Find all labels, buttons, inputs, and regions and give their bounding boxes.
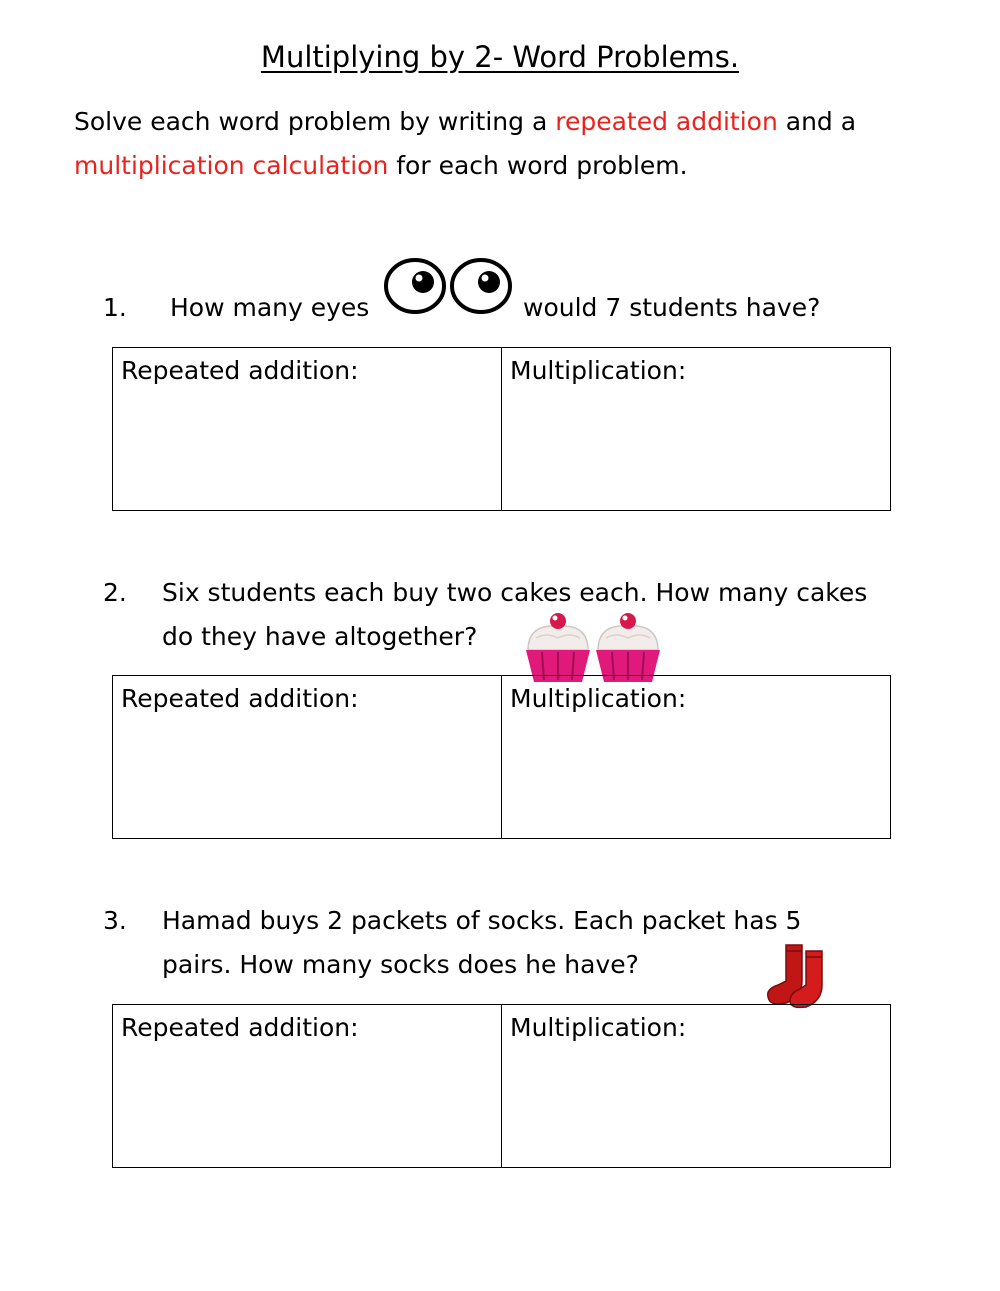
multiplication-label: Multiplication: [510,356,687,385]
question-1-text-before: How many eyes [170,293,370,322]
repeated-addition-label: Repeated addition: [121,684,359,713]
instructions-text: and a [777,107,857,136]
repeated-addition-field-3[interactable] [113,1005,502,1167]
question-1-text-after: would 7 students have? [523,293,821,322]
question-2-line-1: Six students each buy two cakes each. How many cakes [162,578,868,607]
eyes-icon [383,258,517,316]
question-number: 3. [103,906,127,935]
instructions-highlight-repeated-addition: repeated addition [555,107,778,136]
answer-box-3 [112,1004,891,1168]
multiplication-label: Multiplication: [510,684,687,713]
instructions-text: Solve each word problem by writing a [74,107,556,136]
question-3-line-1: Hamad buys 2 packets of socks. Each packet has 5 [162,906,802,935]
instructions-highlight-multiplication: multiplication calculation [74,151,389,180]
question-number: 2. [103,578,127,607]
answer-box-2 [112,675,891,839]
repeated-addition-label: Repeated addition: [121,1013,359,1042]
page-title: Multiplying by 2- Word Problems. [260,40,740,74]
question-number: 1. [103,293,127,322]
multiplication-label: Multiplication: [510,1013,687,1042]
multiplication-field-1[interactable] [502,348,890,510]
question-2-line-2: do they have altogether? [162,622,478,651]
question-3-line-2: pairs. How many socks does he have? [162,950,639,979]
socks-icon [764,941,828,1009]
instructions-text: for each word problem. [388,151,688,180]
multiplication-field-2[interactable] [502,676,890,838]
instructions [74,100,944,188]
answer-box-1 [112,347,891,511]
repeated-addition-field-2[interactable] [113,676,502,838]
multiplication-field-3[interactable] [502,1005,890,1167]
repeated-addition-label: Repeated addition: [121,356,359,385]
repeated-addition-field-1[interactable] [113,348,502,510]
